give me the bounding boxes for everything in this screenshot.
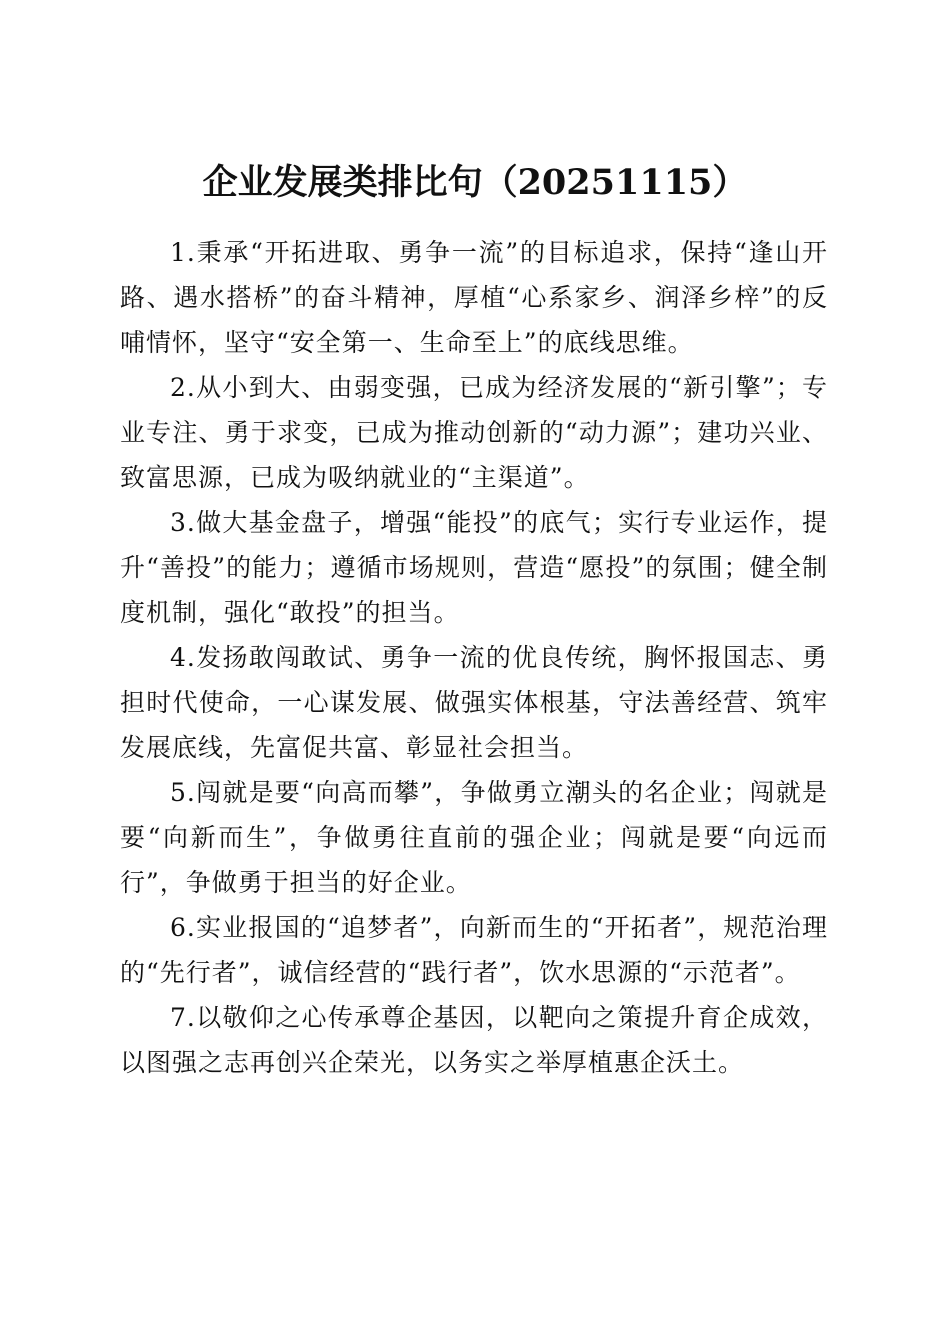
paragraph-4: 4.发扬敢闯敢试、勇争一流的优良传统，胸怀报国志、勇担时代使命，一心谋发展、做强实体根基，守法善经营、筑牢发展底线，先富促共富、彰显社会担当。 <box>120 643 828 762</box>
document-title: 企业发展类排比句（20251115） <box>202 162 748 204</box>
paragraph-2: 2.从小到大、由弱变强，已成为经济发展的“新引擎”；专业专注、勇于求变，已成为推动创新的“动力源”；建功兴业、致富思源，已成为吸纳就业的“主渠道”。 <box>120 373 828 492</box>
paragraph-5: 5.闯就是要“向高而攀”，争做勇立潮头的名企业；闯就是要“向新而生”，争做勇往直前的强企业；闯就是要“向远而行”，争做勇于担当的好企业。 <box>120 778 828 897</box>
paragraph-6: 6.实业报国的“追梦者”，向新而生的“开拓者”，规范治理的“先行者”，诚信经营的“践行者”，饮水思源的“示范者”。 <box>120 913 828 987</box>
document-body <box>120 230 828 1085</box>
paragraph-3: 3.做大基金盘子，增强“能投”的底气；实行专业运作，提升“善投”的能力；遵循市场规则，营造“愿投”的氛围；健全制度机制，强化“敢投”的担当。 <box>120 508 828 627</box>
paragraph-1: 1.秉承“开拓进取、勇争一流”的目标追求，保持“逢山开路、遇水搭桥”的奋斗精神，厚植“心系家乡、润泽乡梓”的反哺情怀，坚守“安全第一、生命至上”的底线思维。 <box>120 238 828 357</box>
paragraph-7: 7.以敬仰之心传承尊企基因，以靶向之策提升育企成效，以图强之志再创兴企荣光，以务实之举厚植惠企沃土。 <box>120 1003 828 1077</box>
